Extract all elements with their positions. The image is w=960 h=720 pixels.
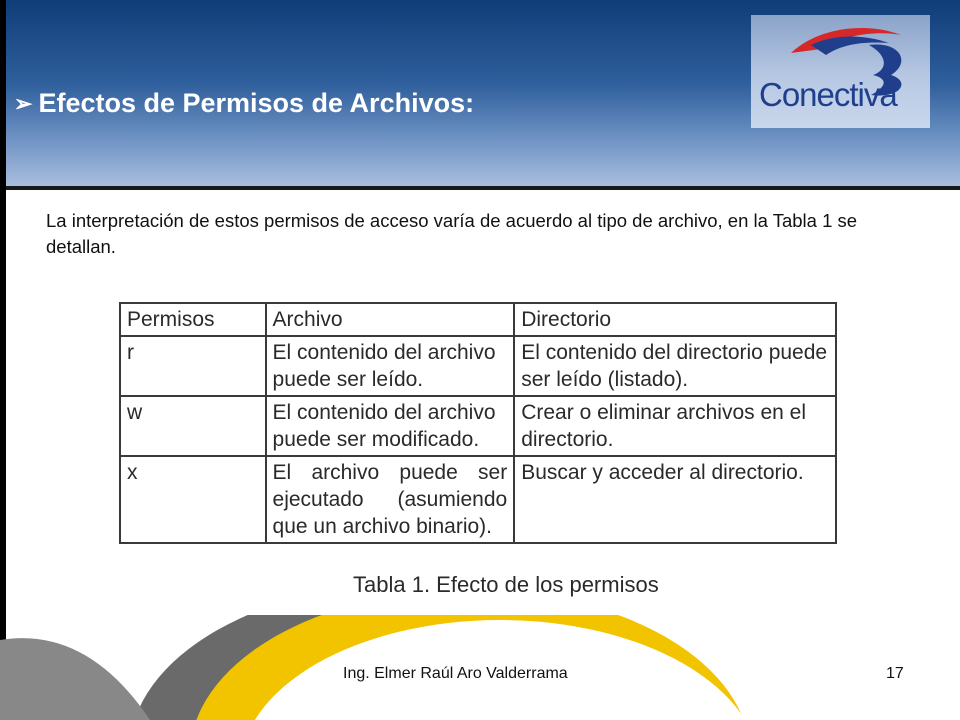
- page-number: 17: [886, 665, 904, 682]
- cell-permission: w: [120, 396, 266, 456]
- slide-title-text: Efectos de Permisos de Archivos:: [38, 88, 475, 118]
- cell-permission: r: [120, 336, 266, 396]
- table-image: [95, 280, 828, 615]
- permissions-table: [119, 302, 837, 544]
- cell-file-effect: El archivo puede ser ejecutado (asumiendo que un archivo binario).: [266, 456, 515, 543]
- table-caption: Tabla 1. Efecto de los permisos: [353, 572, 659, 597]
- header-divider: [0, 186, 960, 190]
- conectiva-logo: [751, 15, 930, 128]
- slide-title: [14, 88, 474, 119]
- cell-directory-effect: El contenido del directorio puede ser leído (listado).: [514, 336, 836, 396]
- cell-directory-effect: Buscar y acceder al directorio.: [514, 456, 836, 543]
- header-permisos: Permisos: [120, 303, 266, 336]
- arrow-bullet-icon: ➢: [14, 90, 33, 116]
- cell-permission: x: [120, 456, 266, 543]
- table-row: [120, 336, 836, 396]
- footer-author: Ing. Elmer Raúl Aro Valderrama: [343, 665, 568, 682]
- header-directorio: Directorio: [514, 303, 836, 336]
- intro-paragraph: La interpretación de estos permisos de acceso varía de acuerdo al tipo de archivo, en la Tabla 1 se detallan.: [46, 210, 858, 257]
- cell-file-effect: El contenido del archivo puede ser leído.: [266, 336, 515, 396]
- header-archivo: Archivo: [266, 303, 515, 336]
- logo-text: Conectiva: [759, 76, 897, 113]
- table-header-row: [120, 303, 836, 336]
- cell-file-effect: El contenido del archivo puede ser modificado.: [266, 396, 515, 456]
- cell-directory-effect: Crear o eliminar archivos en el directorio.: [514, 396, 836, 456]
- table-row: [120, 456, 836, 543]
- table-row: [120, 396, 836, 456]
